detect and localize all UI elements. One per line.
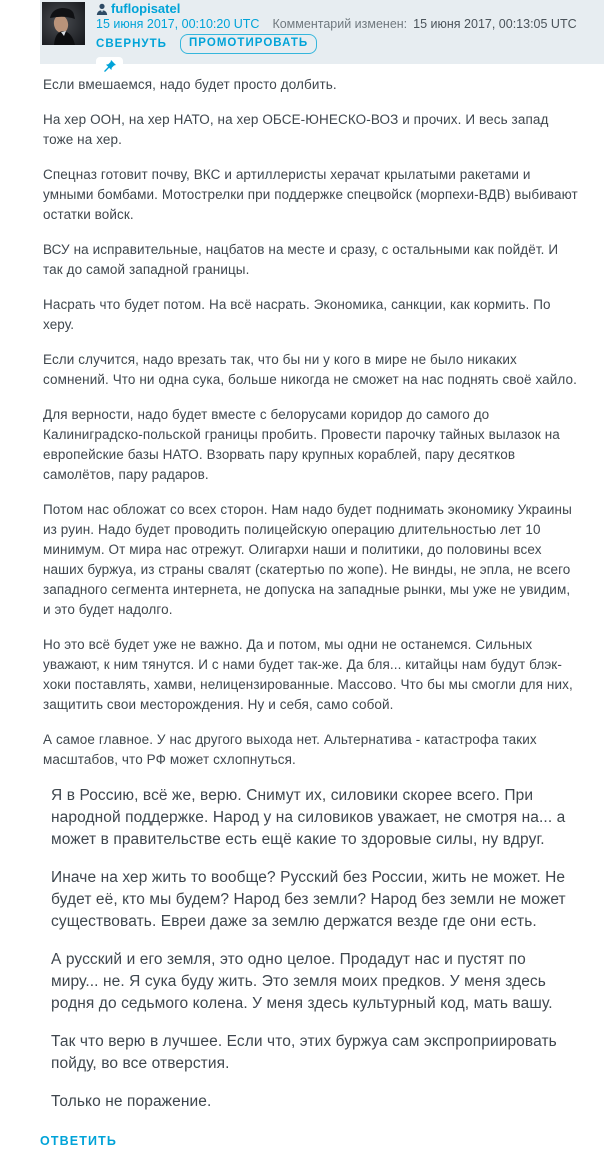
comment-paragraph: На хер ООН, на хер НАТО, на хер ОБСЕ-ЮНЕСКО-ВОЗ и прочих. И весь запад тоже на хер.: [43, 112, 549, 147]
avatar[interactable]: [42, 2, 85, 45]
user-row: [96, 2, 594, 15]
comment-paragraph: Если случится, надо врезать так, что бы ни у кого в мире не было никаких сомнений. Что ни одна сука, больше никогда не сможет на нас поднять своё хайло.: [43, 352, 578, 387]
comment-paragraph: Для верности, надо будет вместе с белорусами коридор до самого до Калиниградско-польской границы пробить. Провести парочку тайных вылазок на европейские базы НАТО. Взорвать пару крупных кораблей, пару десятков самолётов, пару радаров.: [43, 407, 560, 482]
comment-paragraph: Спецназ готовит почву, ВКС и артиллеристы херачат крылатыми ракетами и умными бомбами. Мотострелки при поддержке спецвойск (морпехи-ВДВ) выбивают остатки войск.: [43, 167, 578, 222]
comment-paragraph: А русский и его земля, это одно целое. Продадут нас и пустят по миру... не. Я сука буду жить. Это земля моих предков. У меня здесь родня до седьмого колена. У меня здесь культурный код, мать вашу.: [51, 951, 553, 1012]
user-silhouette-icon: [96, 3, 108, 15]
comment-paragraph: Только не поражение.: [51, 1093, 212, 1110]
comment-paragraph: Так что верю в лучшее. Если что, этих буржуа сам экспроприировать пойду, во все отверстия.: [51, 1033, 557, 1072]
edited-timestamp: 15 июня 2017, 00:13:05 UTC: [413, 17, 577, 31]
comment-paragraph: А самое главное. У нас другого выхода нет. Альтернатива - катастрофа таких масштабов, что РФ может схлопнуться.: [43, 732, 537, 767]
comment-body: [40, 64, 604, 1113]
author-username-link[interactable]: fuflopisatel: [111, 1, 181, 16]
pin-button[interactable]: [96, 57, 123, 75]
collapse-link[interactable]: СВЕРНУТЬ: [96, 37, 167, 50]
comment-paragraph: Но это всё будет уже не важно. Да и потом, мы одни не останемся. Сильных уважают, к ним тянутся. И с нами будет так-же. Да бля... китайцы нам будут блэк-хоки поставлять, хамви, нелицензированные. Массово. Что бы мы смогли для них, защитить свои месторождения. Ну и себя, само собой.: [43, 637, 573, 712]
promote-button[interactable]: ПРОМОТИРОВАТЬ: [180, 34, 317, 54]
comment-paragraph: Я в Россию, всё же, верю. Снимут их, силовики скорее всего. При народной поддержке. Народ у на силовиков уважает, не смотря на... а может в правительстве есть ещё какие то здоровые силы, ну вдруг.: [51, 787, 566, 848]
actions-row: [96, 34, 594, 54]
comment-meta: [96, 1, 594, 75]
date-row: [96, 17, 594, 31]
comment-paragraph: Насрать что будет потом. На всё насрать. Экономика, санкции, как кормить. По херу.: [43, 297, 551, 332]
comment-paragraph: Если вмешаемся, надо будет просто долбить.: [43, 77, 337, 92]
comment-paragraph: ВСУ на исправительные, нацбатов на месте и сразу, с остальными как пойдёт. И так до самой западной границы.: [43, 242, 559, 277]
pin-row: [96, 57, 594, 75]
pushpin-icon: [103, 59, 117, 73]
comment-paragraph: Иначе на хер жить то вообще? Русский без России, жить не может. Не будет её, кто мы будем? Народ без земли? Народ без земли не может существовать. Евреи даже за землю держатся везде где они есть.: [51, 869, 566, 930]
comment-paragraph: Потом нас обложат со всех сторон. Нам надо будет поднимать экономику Украины из руин. Надо будет проводить полицейскую операцию длительностью лет 10 минимум. От мира нас отрежут. Олигархи наши и политики, до половины всех наших буржуа, из страны свалят (скатертью по жопе). Не винды, не эпла, не всего западного сегмента интернета, не допуска на западные рынки, мы уже не увидим, и это будет надолго.: [43, 502, 572, 617]
comment-timestamp-link[interactable]: 15 июня 2017, 00:10:20 UTC: [96, 17, 260, 31]
reply-link[interactable]: ОТВЕТИТЬ: [40, 1134, 117, 1148]
comment: [40, 0, 604, 1150]
edited-label: Комментарий изменен:: [272, 17, 408, 31]
comment-header: [40, 0, 604, 64]
